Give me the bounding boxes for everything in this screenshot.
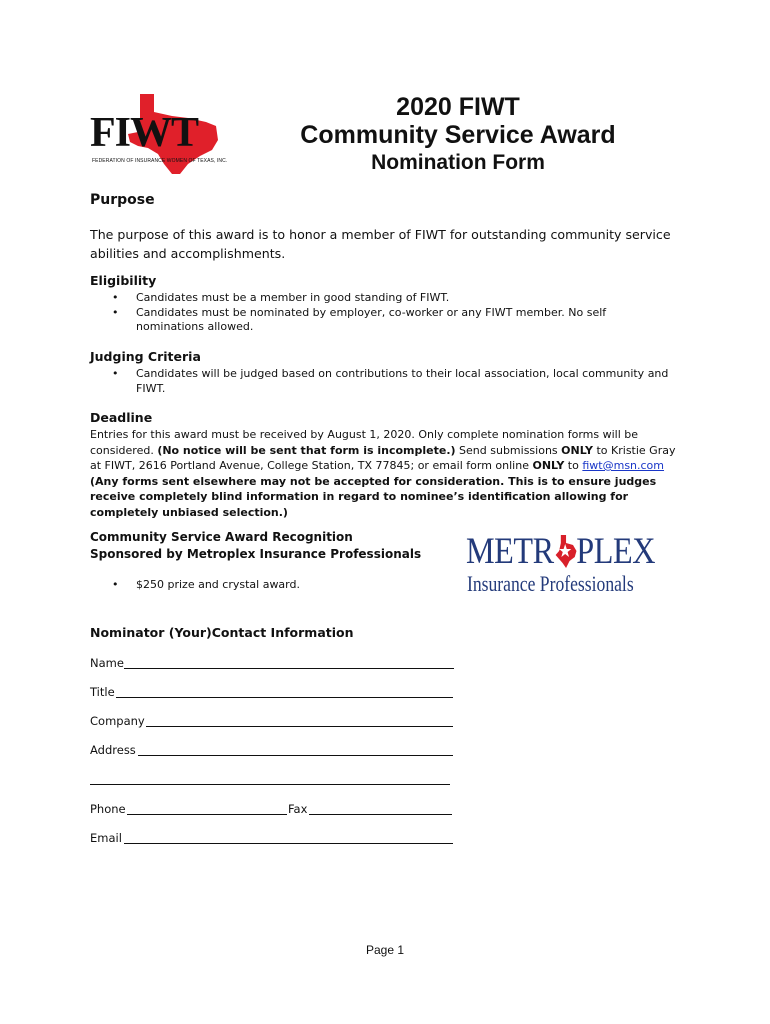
- list-item: • Candidates must be nominated by employer, co-worker or any FIWT member. No self nominations allowed.: [112, 305, 607, 333]
- judging-list: [110, 367, 670, 396]
- eligibility-heading: Eligibility: [90, 273, 157, 288]
- title-line: [116, 697, 453, 698]
- fax-field[interactable]: Fax: [288, 802, 307, 816]
- title-field[interactable]: Title: [90, 685, 115, 699]
- email-field[interactable]: Email: [90, 831, 122, 845]
- name-line: [124, 668, 454, 669]
- fiwt-wordmark: FIWT: [90, 110, 199, 156]
- list-item: • $250 prize and crystal award.: [112, 578, 300, 591]
- address-line-2[interactable]: [90, 772, 450, 786]
- metroplex-logo: [466, 532, 666, 596]
- metroplex-subtitle: Insurance Professionals: [467, 571, 634, 596]
- address-line: [138, 755, 453, 756]
- phone-line: [127, 814, 287, 815]
- list-item: • Candidates must be a member in good standing of FIWT.: [112, 291, 450, 304]
- company-line: [146, 726, 453, 727]
- email-link[interactable]: fiwt@msn.com: [582, 459, 665, 472]
- deadline-heading: Deadline: [90, 410, 153, 425]
- nominator-heading: Nominator (Your)Contact Information: [90, 625, 354, 640]
- bullet-icon: •: [112, 578, 119, 591]
- page-number: Page 1: [365, 943, 405, 957]
- fiwt-logo: [88, 92, 228, 176]
- recognition-heading: Community Service Award Recognition Sponsored by Metroplex Insurance Professionals: [90, 530, 422, 561]
- eligibility-list: [110, 291, 670, 335]
- bullet-icon: •: [112, 367, 119, 380]
- purpose-text: The purpose of this award is to honor a member of FIWT for outstanding community service abilities and accomplishments.: [90, 227, 671, 261]
- judging-heading: Judging Criteria: [90, 349, 201, 364]
- deadline-text: Entries for this award must be received by August 1, 2020. Only complete nomination forms will be considered. (No notice will be sent that form is incomplete.) Send submissions ONLY to Kristie Gray at FIWT, 2616 Portland Avenue, College Station, TX 77845; or email form online ONLY to fiwt@msn.com (Any forms sent elsewhere may not be accepted for consideration. This is to ensure judges receive completely blind information in regard to nominee’s identification allowing for completely unbiased selection.): [90, 428, 676, 519]
- bullet-icon: •: [112, 291, 119, 304]
- email-line: [124, 843, 453, 844]
- page-subtitle: Community Service Award: [300, 121, 616, 149]
- list-item: • Candidates will be judged based on contributions to their local association, local community and FIWT.: [112, 367, 669, 395]
- page-title: 2020 FIWT: [396, 93, 520, 121]
- company-field[interactable]: Company: [90, 714, 145, 728]
- phone-field[interactable]: Phone: [90, 802, 126, 816]
- form-title: Nomination Form: [371, 151, 545, 174]
- purpose-heading: Purpose: [90, 192, 155, 208]
- bullet-icon: •: [112, 305, 119, 319]
- address-line-2-rule: [90, 784, 450, 785]
- name-field[interactable]: Name: [90, 656, 124, 670]
- fax-line: [309, 814, 452, 815]
- fiwt-tagline: FEDERATION OF INSURANCE WOMEN OF TEXAS, INC.: [92, 158, 228, 164]
- address-field[interactable]: Address: [90, 743, 136, 757]
- metroplex-wordmark: METR PLEX: [466, 531, 656, 572]
